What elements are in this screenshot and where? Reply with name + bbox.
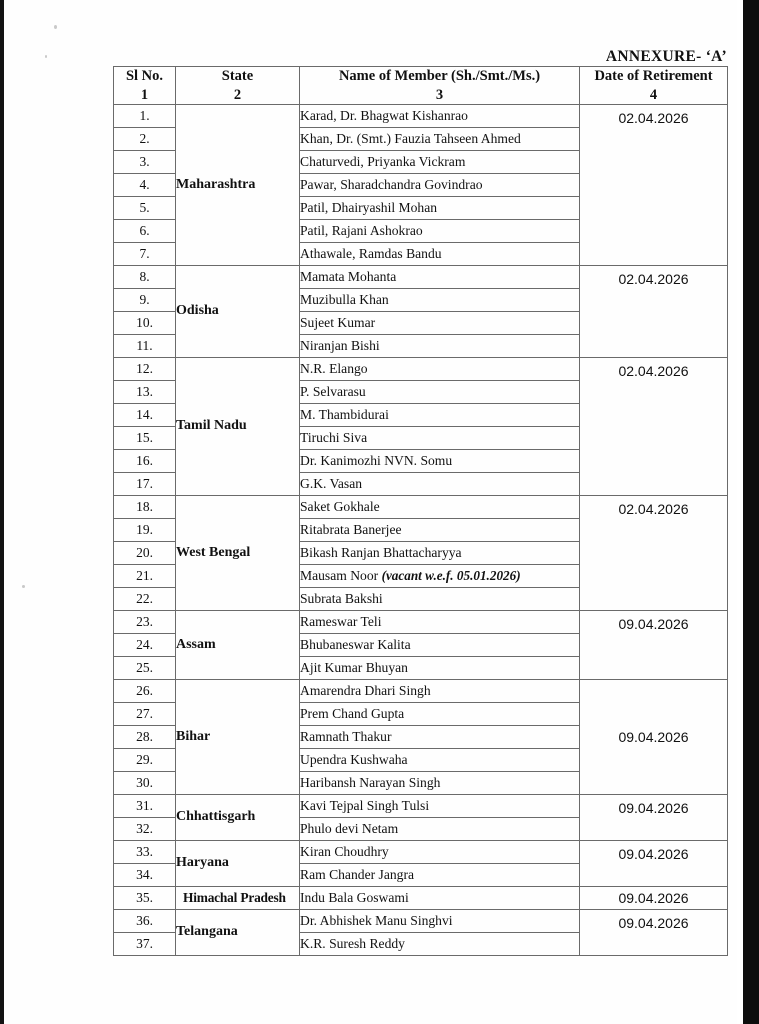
cell-sl-no: 28. <box>114 726 176 749</box>
cell-sl-no: 27. <box>114 703 176 726</box>
cell-sl-no: 35. <box>114 887 176 910</box>
cell-date-of-retirement: 02.04.2026 <box>580 105 728 266</box>
cell-member-name: Athawale, Ramdas Bandu <box>300 243 580 266</box>
cell-state: Chhattisgarh <box>176 795 300 841</box>
cell-sl-no: 29. <box>114 749 176 772</box>
scan-edge-right <box>743 0 759 1024</box>
cell-member-name: Phulo devi Netam <box>300 818 580 841</box>
cell-member-name: P. Selvarasu <box>300 381 580 404</box>
cell-sl-no: 12. <box>114 358 176 381</box>
cell-sl-no: 7. <box>114 243 176 266</box>
retirement-table <box>113 66 728 956</box>
cell-member-name: Prem Chand Gupta <box>300 703 580 726</box>
cell-sl-no: 15. <box>114 427 176 450</box>
table-row <box>114 358 728 381</box>
vacancy-note: (vacant w.e.f. 05.01.2026) <box>381 568 521 584</box>
cell-member-name: Karad, Dr. Bhagwat Kishanrao <box>300 105 580 128</box>
cell-member-name: Sujeet Kumar <box>300 312 580 335</box>
cell-member-name <box>300 565 580 588</box>
table-row <box>114 795 728 818</box>
column-header-date-of-retirement <box>580 67 728 105</box>
cell-date-of-retirement: 09.04.2026 <box>580 841 728 887</box>
table-header <box>114 67 728 105</box>
cell-member-name: Amarendra Dhari Singh <box>300 680 580 703</box>
cell-sl-no: 14. <box>114 404 176 427</box>
cell-member-name: Ramnath Thakur <box>300 726 580 749</box>
cell-state: Telangana <box>176 910 300 956</box>
cell-sl-no: 31. <box>114 795 176 818</box>
table-row <box>114 105 728 128</box>
cell-state: Haryana <box>176 841 300 887</box>
member-name-text: Mausam Noor <box>300 568 382 584</box>
column-header-label: Name of Member (Sh./Smt./Ms.) <box>338 68 541 84</box>
cell-member-name: Chaturvedi, Priyanka Vickram <box>300 151 580 174</box>
cell-member-name: Dr. Abhishek Manu Singhvi <box>300 910 580 933</box>
cell-sl-no: 32. <box>114 818 176 841</box>
cell-state: Bihar <box>176 680 300 795</box>
cell-member-name: K.R. Suresh Reddy <box>300 933 580 956</box>
cell-sl-no: 11. <box>114 335 176 358</box>
cell-state: Odisha <box>176 266 300 358</box>
cell-member-name: Patil, Rajani Ashokrao <box>300 220 580 243</box>
cell-date-of-retirement: 09.04.2026 <box>580 795 728 841</box>
column-number: 2 <box>233 86 242 103</box>
cell-sl-no: 21. <box>114 565 176 588</box>
cell-member-name: Indu Bala Goswami <box>300 887 580 910</box>
column-header-label: Date of Retirement <box>594 68 713 84</box>
cell-member-name: Mamata Mohanta <box>300 266 580 289</box>
cell-sl-no: 4. <box>114 174 176 197</box>
cell-sl-no: 37. <box>114 933 176 956</box>
column-number: 1 <box>140 86 149 103</box>
cell-member-name: Saket Gokhale <box>300 496 580 519</box>
cell-member-name: Rameswar Teli <box>300 611 580 634</box>
cell-member-name: Khan, Dr. (Smt.) Fauzia Tahseen Ahmed <box>300 128 580 151</box>
table-row <box>114 266 728 289</box>
cell-sl-no: 10. <box>114 312 176 335</box>
cell-state: Himachal Pradesh <box>176 887 300 910</box>
scan-edge-left <box>0 0 4 1024</box>
table-row <box>114 841 728 864</box>
column-header-name-of-member <box>300 67 580 105</box>
cell-sl-no: 23. <box>114 611 176 634</box>
column-header-label: Sl No. <box>125 68 164 84</box>
cell-member-name: Kiran Choudhry <box>300 841 580 864</box>
cell-sl-no: 33. <box>114 841 176 864</box>
cell-sl-no: 30. <box>114 772 176 795</box>
cell-date-of-retirement: 09.04.2026 <box>580 611 728 680</box>
cell-member-name: Subrata Bakshi <box>300 588 580 611</box>
table-body <box>114 105 728 956</box>
column-header-state <box>176 67 300 105</box>
cell-state: West Bengal <box>176 496 300 611</box>
scan-speck <box>54 25 57 29</box>
cell-member-name: Pawar, Sharadchandra Govindrao <box>300 174 580 197</box>
cell-sl-no: 1. <box>114 105 176 128</box>
cell-member-name: Ram Chander Jangra <box>300 864 580 887</box>
cell-state: Assam <box>176 611 300 680</box>
table-row <box>114 680 728 703</box>
cell-sl-no: 9. <box>114 289 176 312</box>
cell-sl-no: 8. <box>114 266 176 289</box>
cell-date-of-retirement: 09.04.2026 <box>580 680 728 795</box>
cell-sl-no: 13. <box>114 381 176 404</box>
cell-sl-no: 25. <box>114 657 176 680</box>
cell-member-name: G.K. Vasan <box>300 473 580 496</box>
cell-sl-no: 20. <box>114 542 176 565</box>
cell-member-name: Dr. Kanimozhi NVN. Somu <box>300 450 580 473</box>
table-row <box>114 496 728 519</box>
table-row <box>114 887 728 910</box>
cell-sl-no: 17. <box>114 473 176 496</box>
cell-date-of-retirement: 09.04.2026 <box>580 887 728 910</box>
cell-sl-no: 18. <box>114 496 176 519</box>
cell-date-of-retirement: 02.04.2026 <box>580 358 728 496</box>
column-header-label: State <box>221 68 254 84</box>
cell-member-name: Upendra Kushwaha <box>300 749 580 772</box>
cell-sl-no: 5. <box>114 197 176 220</box>
cell-member-name: Patil, Dhairyashil Mohan <box>300 197 580 220</box>
cell-member-name: Muzibulla Khan <box>300 289 580 312</box>
cell-date-of-retirement: 09.04.2026 <box>580 910 728 956</box>
cell-sl-no: 36. <box>114 910 176 933</box>
cell-member-name: Bhubaneswar Kalita <box>300 634 580 657</box>
cell-sl-no: 22. <box>114 588 176 611</box>
cell-sl-no: 6. <box>114 220 176 243</box>
cell-member-name: Bikash Ranjan Bhattacharyya <box>300 542 580 565</box>
annexure-title: ANNEXURE- ‘A’ <box>605 48 727 65</box>
cell-sl-no: 16. <box>114 450 176 473</box>
column-header-sl-no <box>114 67 176 105</box>
cell-date-of-retirement: 02.04.2026 <box>580 496 728 611</box>
cell-sl-no: 2. <box>114 128 176 151</box>
cell-sl-no: 26. <box>114 680 176 703</box>
cell-sl-no: 34. <box>114 864 176 887</box>
cell-member-name: N.R. Elango <box>300 358 580 381</box>
cell-member-name: Niranjan Bishi <box>300 335 580 358</box>
cell-member-name: M. Thambidurai <box>300 404 580 427</box>
cell-state: Tamil Nadu <box>176 358 300 496</box>
cell-state: Maharashtra <box>176 105 300 266</box>
cell-member-name: Haribansh Narayan Singh <box>300 772 580 795</box>
table-row <box>114 910 728 933</box>
cell-sl-no: 24. <box>114 634 176 657</box>
table-header-row <box>114 67 728 105</box>
cell-sl-no: 3. <box>114 151 176 174</box>
cell-date-of-retirement: 02.04.2026 <box>580 266 728 358</box>
column-number: 4 <box>649 86 658 103</box>
cell-member-name: Ritabrata Banerjee <box>300 519 580 542</box>
column-number: 3 <box>435 86 444 103</box>
cell-member-name: Kavi Tejpal Singh Tulsi <box>300 795 580 818</box>
cell-sl-no: 19. <box>114 519 176 542</box>
scan-speck <box>22 585 25 588</box>
cell-member-name: Tiruchi Siva <box>300 427 580 450</box>
cell-member-name: Ajit Kumar Bhuyan <box>300 657 580 680</box>
table-row <box>114 611 728 634</box>
